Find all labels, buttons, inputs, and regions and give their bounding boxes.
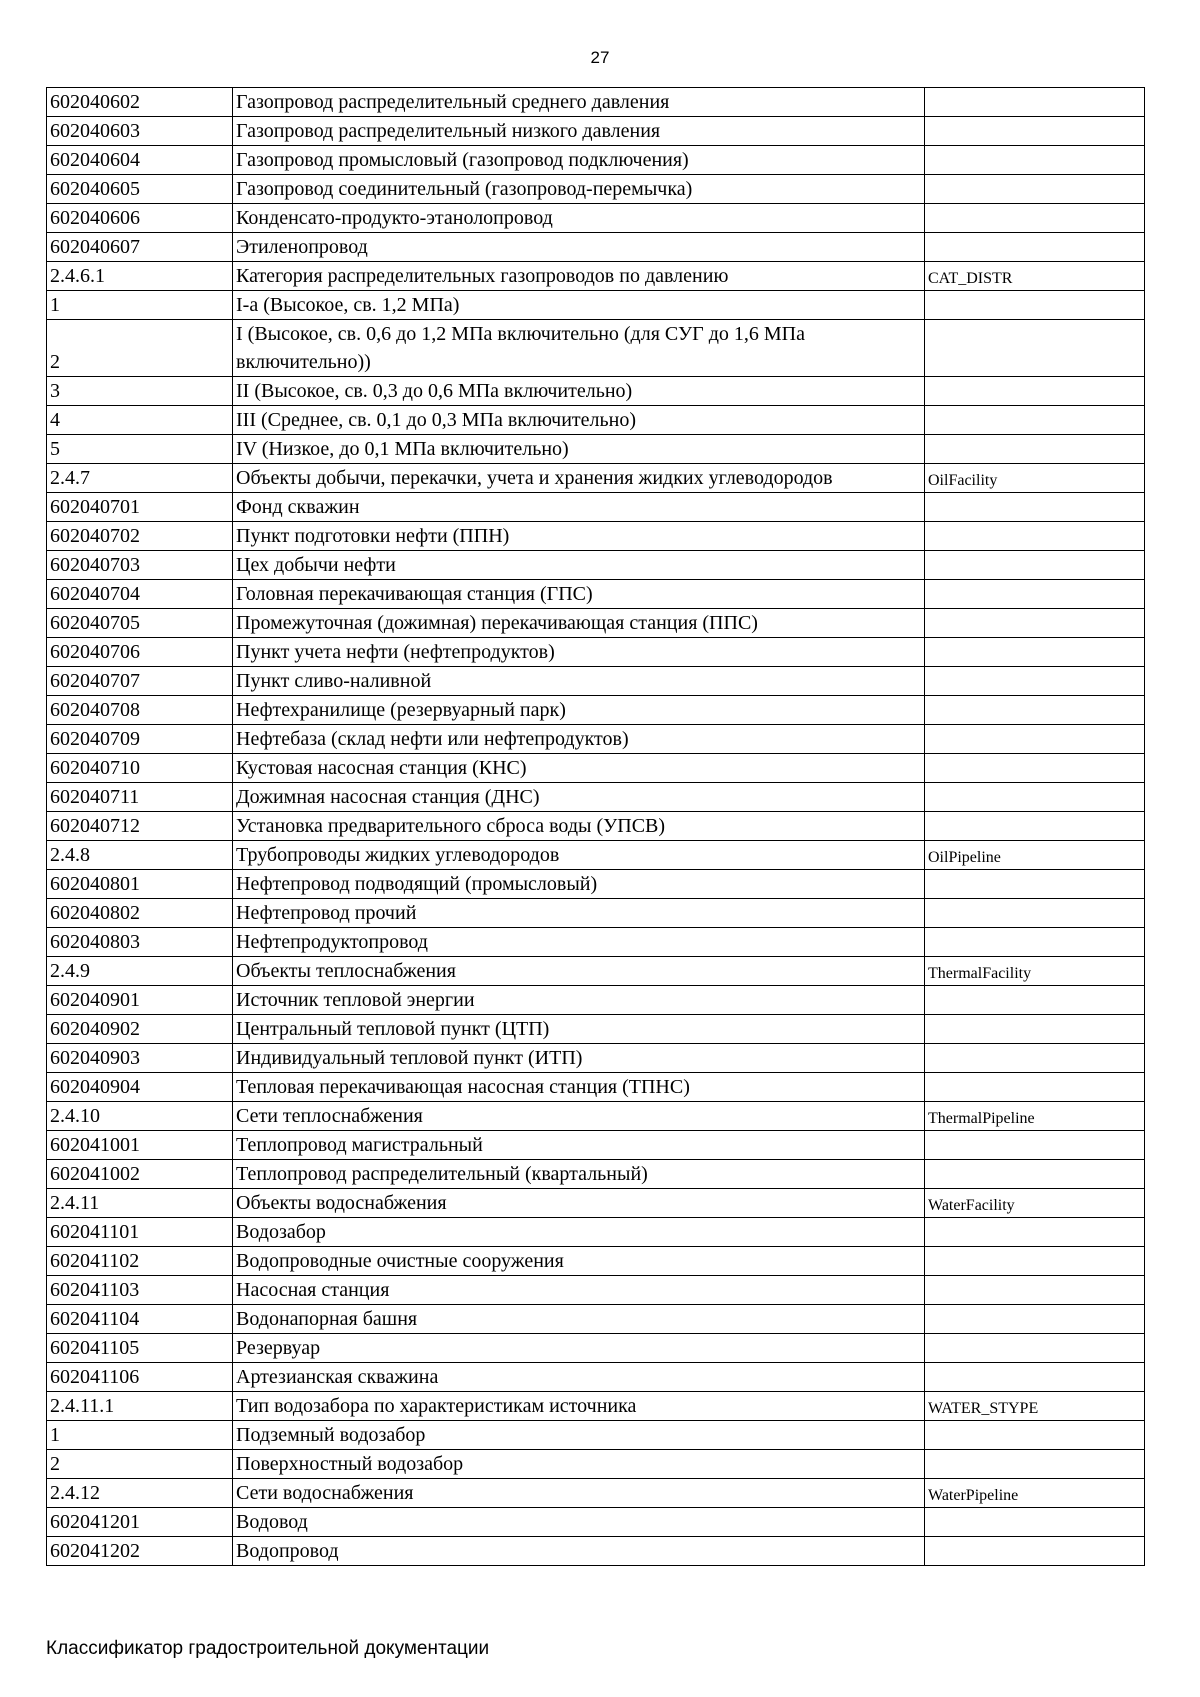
attribute-cell	[925, 1073, 1145, 1102]
attribute-cell	[925, 1305, 1145, 1334]
code-cell: 602040708	[47, 696, 233, 725]
name-cell: Теплопровод распределительный (квартальный)	[233, 1160, 925, 1189]
name-cell: Промежуточная (дожимная) перекачивающая станция (ППС)	[233, 609, 925, 638]
code-cell: 602040904	[47, 1073, 233, 1102]
table-row	[47, 1421, 1145, 1450]
table-row	[47, 406, 1145, 435]
table-row	[47, 841, 1145, 870]
name-cell: Насосная станция	[233, 1276, 925, 1305]
table-row	[47, 1392, 1145, 1421]
table-row	[47, 1276, 1145, 1305]
attribute-cell	[925, 117, 1145, 146]
table-row	[47, 551, 1145, 580]
name-cell: Дожимная насосная станция (ДНС)	[233, 783, 925, 812]
table-row	[47, 1450, 1145, 1479]
table-row	[47, 957, 1145, 986]
attribute-cell	[925, 609, 1145, 638]
name-cell: Водозабор	[233, 1218, 925, 1247]
code-cell: 602041002	[47, 1160, 233, 1189]
code-cell: 602041201	[47, 1508, 233, 1537]
attribute-cell	[925, 1131, 1145, 1160]
name-cell: IV (Низкое, до 0,1 МПа включительно)	[233, 435, 925, 464]
name-cell: I-а (Высокое, св. 1,2 МПа)	[233, 291, 925, 320]
attribute-cell: ThermalPipeline	[925, 1102, 1145, 1131]
table-row	[47, 754, 1145, 783]
code-cell: 602041103	[47, 1276, 233, 1305]
table-row	[47, 899, 1145, 928]
code-cell: 2.4.12	[47, 1479, 233, 1508]
code-cell: 2.4.8	[47, 841, 233, 870]
table-row	[47, 870, 1145, 899]
table-row	[47, 1479, 1145, 1508]
name-cell: Артезианская скважина	[233, 1363, 925, 1392]
attribute-cell	[925, 1508, 1145, 1537]
table-row	[47, 609, 1145, 638]
code-cell: 602041202	[47, 1537, 233, 1566]
attribute-cell: WaterFacility	[925, 1189, 1145, 1218]
code-cell: 602041106	[47, 1363, 233, 1392]
attribute-cell	[925, 1160, 1145, 1189]
name-cell: Пункт сливо-наливной	[233, 667, 925, 696]
name-cell: Нефтебаза (склад нефти или нефтепродуктов)	[233, 725, 925, 754]
code-cell: 2.4.10	[47, 1102, 233, 1131]
name-cell: Конденсато-продукто-этанолопровод	[233, 204, 925, 233]
code-cell: 602040605	[47, 175, 233, 204]
name-cell: Объекты добычи, перекачки, учета и хранения жидких углеводородов	[233, 464, 925, 493]
code-cell: 5	[47, 435, 233, 464]
code-cell: 602040803	[47, 928, 233, 957]
name-cell: Газопровод распределительный среднего давления	[233, 88, 925, 117]
attribute-cell: WATER_STYPE	[925, 1392, 1145, 1421]
name-cell: Тип водозабора по характеристикам источника	[233, 1392, 925, 1421]
page-number: 27	[590, 48, 610, 67]
attribute-cell	[925, 406, 1145, 435]
name-cell: Водопровод	[233, 1537, 925, 1566]
name-cell: Водовод	[233, 1508, 925, 1537]
table-row	[47, 783, 1145, 812]
code-cell: 602040702	[47, 522, 233, 551]
code-cell: 2.4.11	[47, 1189, 233, 1218]
name-cell: Газопровод промысловый (газопровод подключения)	[233, 146, 925, 175]
name-cell: Фонд скважин	[233, 493, 925, 522]
attribute-cell	[925, 1450, 1145, 1479]
name-cell: II (Высокое, св. 0,3 до 0,6 МПа включительно)	[233, 377, 925, 406]
attribute-cell: OilFacility	[925, 464, 1145, 493]
name-cell: Цех добычи нефти	[233, 551, 925, 580]
attribute-cell: ThermalFacility	[925, 957, 1145, 986]
classifier-table-container	[46, 87, 1144, 1566]
code-cell: 602041104	[47, 1305, 233, 1334]
table-row	[47, 175, 1145, 204]
attribute-cell	[925, 1334, 1145, 1363]
table-row	[47, 1102, 1145, 1131]
table-row	[47, 667, 1145, 696]
attribute-cell	[925, 522, 1145, 551]
name-cell: Подземный водозабор	[233, 1421, 925, 1450]
name-cell: Сети водоснабжения	[233, 1479, 925, 1508]
name-cell: Нефтепровод подводящий (промысловый)	[233, 870, 925, 899]
classifier-table-body	[47, 88, 1145, 1566]
name-cell: Индивидуальный тепловой пункт (ИТП)	[233, 1044, 925, 1073]
code-cell: 602040903	[47, 1044, 233, 1073]
name-cell: Нефтепродуктопровод	[233, 928, 925, 957]
attribute-cell	[925, 812, 1145, 841]
attribute-cell	[925, 725, 1145, 754]
attribute-cell: WaterPipeline	[925, 1479, 1145, 1508]
name-cell: Водонапорная башня	[233, 1305, 925, 1334]
attribute-cell	[925, 493, 1145, 522]
attribute-cell	[925, 88, 1145, 117]
code-cell: 2.4.9	[47, 957, 233, 986]
code-cell: 602040607	[47, 233, 233, 262]
table-row	[47, 812, 1145, 841]
code-cell: 602041102	[47, 1247, 233, 1276]
attribute-cell	[925, 291, 1145, 320]
table-row	[47, 464, 1145, 493]
code-cell: 602041105	[47, 1334, 233, 1363]
code-cell: 602040703	[47, 551, 233, 580]
attribute-cell	[925, 175, 1145, 204]
code-cell: 1	[47, 291, 233, 320]
code-cell: 602040604	[47, 146, 233, 175]
table-row	[47, 291, 1145, 320]
code-cell: 602040704	[47, 580, 233, 609]
table-row	[47, 1363, 1145, 1392]
code-cell: 602040801	[47, 870, 233, 899]
attribute-cell	[925, 696, 1145, 725]
code-cell: 602040706	[47, 638, 233, 667]
code-cell: 602040701	[47, 493, 233, 522]
name-cell: Поверхностный водозабор	[233, 1450, 925, 1479]
name-cell: Источник тепловой энергии	[233, 986, 925, 1015]
classifier-table	[46, 87, 1145, 1566]
table-row	[47, 1131, 1145, 1160]
attribute-cell	[925, 1015, 1145, 1044]
code-cell: 602040710	[47, 754, 233, 783]
attribute-cell	[925, 146, 1145, 175]
attribute-cell: CAT_DISTR	[925, 262, 1145, 291]
attribute-cell	[925, 667, 1145, 696]
name-cell: Газопровод распределительный низкого давления	[233, 117, 925, 146]
name-cell: Пункт подготовки нефти (ППН)	[233, 522, 925, 551]
attribute-cell	[925, 1537, 1145, 1566]
table-row	[47, 696, 1145, 725]
table-row	[47, 1073, 1145, 1102]
attribute-cell	[925, 870, 1145, 899]
code-cell: 2.4.11.1	[47, 1392, 233, 1421]
table-row	[47, 1160, 1145, 1189]
attribute-cell	[925, 320, 1145, 377]
code-cell: 602040902	[47, 1015, 233, 1044]
document-footer: Классификатор градостроительной документации	[46, 1638, 490, 1659]
table-row	[47, 1334, 1145, 1363]
attribute-cell	[925, 233, 1145, 262]
attribute-cell	[925, 754, 1145, 783]
table-row	[47, 1015, 1145, 1044]
code-cell: 602040709	[47, 725, 233, 754]
code-cell: 602040705	[47, 609, 233, 638]
attribute-cell	[925, 1218, 1145, 1247]
name-cell: Центральный тепловой пункт (ЦТП)	[233, 1015, 925, 1044]
table-row	[47, 493, 1145, 522]
name-cell: Теплопровод магистральный	[233, 1131, 925, 1160]
table-row	[47, 262, 1145, 291]
table-row	[47, 928, 1145, 957]
table-row	[47, 1305, 1145, 1334]
code-cell: 602040603	[47, 117, 233, 146]
attribute-cell	[925, 1044, 1145, 1073]
name-cell: Нефтехранилище (резервуарный парк)	[233, 696, 925, 725]
code-cell: 2	[47, 320, 233, 377]
attribute-cell	[925, 580, 1145, 609]
table-row	[47, 1189, 1145, 1218]
table-row	[47, 117, 1145, 146]
name-cell: Нефтепровод прочий	[233, 899, 925, 928]
name-cell: Сети теплоснабжения	[233, 1102, 925, 1131]
attribute-cell	[925, 899, 1145, 928]
name-cell: III (Среднее, св. 0,1 до 0,3 МПа включительно)	[233, 406, 925, 435]
code-cell: 602040711	[47, 783, 233, 812]
table-row	[47, 1044, 1145, 1073]
table-row	[47, 1508, 1145, 1537]
attribute-cell	[925, 1247, 1145, 1276]
attribute-cell: OilPipeline	[925, 841, 1145, 870]
code-cell: 602041101	[47, 1218, 233, 1247]
code-cell: 2	[47, 1450, 233, 1479]
code-cell: 602040712	[47, 812, 233, 841]
table-row	[47, 1247, 1145, 1276]
code-cell: 602040606	[47, 204, 233, 233]
table-row	[47, 233, 1145, 262]
code-cell: 602040802	[47, 899, 233, 928]
table-row	[47, 146, 1145, 175]
attribute-cell	[925, 928, 1145, 957]
attribute-cell	[925, 1421, 1145, 1450]
table-row	[47, 522, 1145, 551]
name-cell: Этиленопровод	[233, 233, 925, 262]
table-row	[47, 986, 1145, 1015]
attribute-cell	[925, 1363, 1145, 1392]
name-cell: Головная перекачивающая станция (ГПС)	[233, 580, 925, 609]
name-cell: Установка предварительного сброса воды (УПСВ)	[233, 812, 925, 841]
attribute-cell	[925, 986, 1145, 1015]
attribute-cell	[925, 1276, 1145, 1305]
code-cell: 602040707	[47, 667, 233, 696]
name-cell: Тепловая перекачивающая насосная станция (ТПНС)	[233, 1073, 925, 1102]
attribute-cell	[925, 204, 1145, 233]
table-row	[47, 377, 1145, 406]
name-cell: Газопровод соединительный (газопровод-перемычка)	[233, 175, 925, 204]
code-cell: 2.4.7	[47, 464, 233, 493]
attribute-cell	[925, 377, 1145, 406]
attribute-cell	[925, 638, 1145, 667]
table-row	[47, 320, 1145, 377]
attribute-cell	[925, 435, 1145, 464]
code-cell: 602041001	[47, 1131, 233, 1160]
code-cell: 602040901	[47, 986, 233, 1015]
attribute-cell	[925, 783, 1145, 812]
name-cell: Кустовая насосная станция (КНС)	[233, 754, 925, 783]
attribute-cell	[925, 551, 1145, 580]
code-cell: 4	[47, 406, 233, 435]
table-row	[47, 204, 1145, 233]
code-cell: 2.4.6.1	[47, 262, 233, 291]
table-row	[47, 1537, 1145, 1566]
name-cell: Объекты водоснабжения	[233, 1189, 925, 1218]
table-row	[47, 435, 1145, 464]
code-cell: 3	[47, 377, 233, 406]
table-row	[47, 88, 1145, 117]
table-row	[47, 580, 1145, 609]
table-row	[47, 1218, 1145, 1247]
name-cell: Объекты теплоснабжения	[233, 957, 925, 986]
name-cell: Водопроводные очистные сооружения	[233, 1247, 925, 1276]
name-cell: Трубопроводы жидких углеводородов	[233, 841, 925, 870]
name-cell: Категория распределительных газопроводов по давлению	[233, 262, 925, 291]
name-cell: Пункт учета нефти (нефтепродуктов)	[233, 638, 925, 667]
code-cell: 602040602	[47, 88, 233, 117]
name-cell: Резервуар	[233, 1334, 925, 1363]
name-cell: I (Высокое, св. 0,6 до 1,2 МПа включительно (для СУГ до 1,6 МПа включительно))	[233, 320, 925, 377]
table-row	[47, 638, 1145, 667]
code-cell: 1	[47, 1421, 233, 1450]
table-row	[47, 725, 1145, 754]
